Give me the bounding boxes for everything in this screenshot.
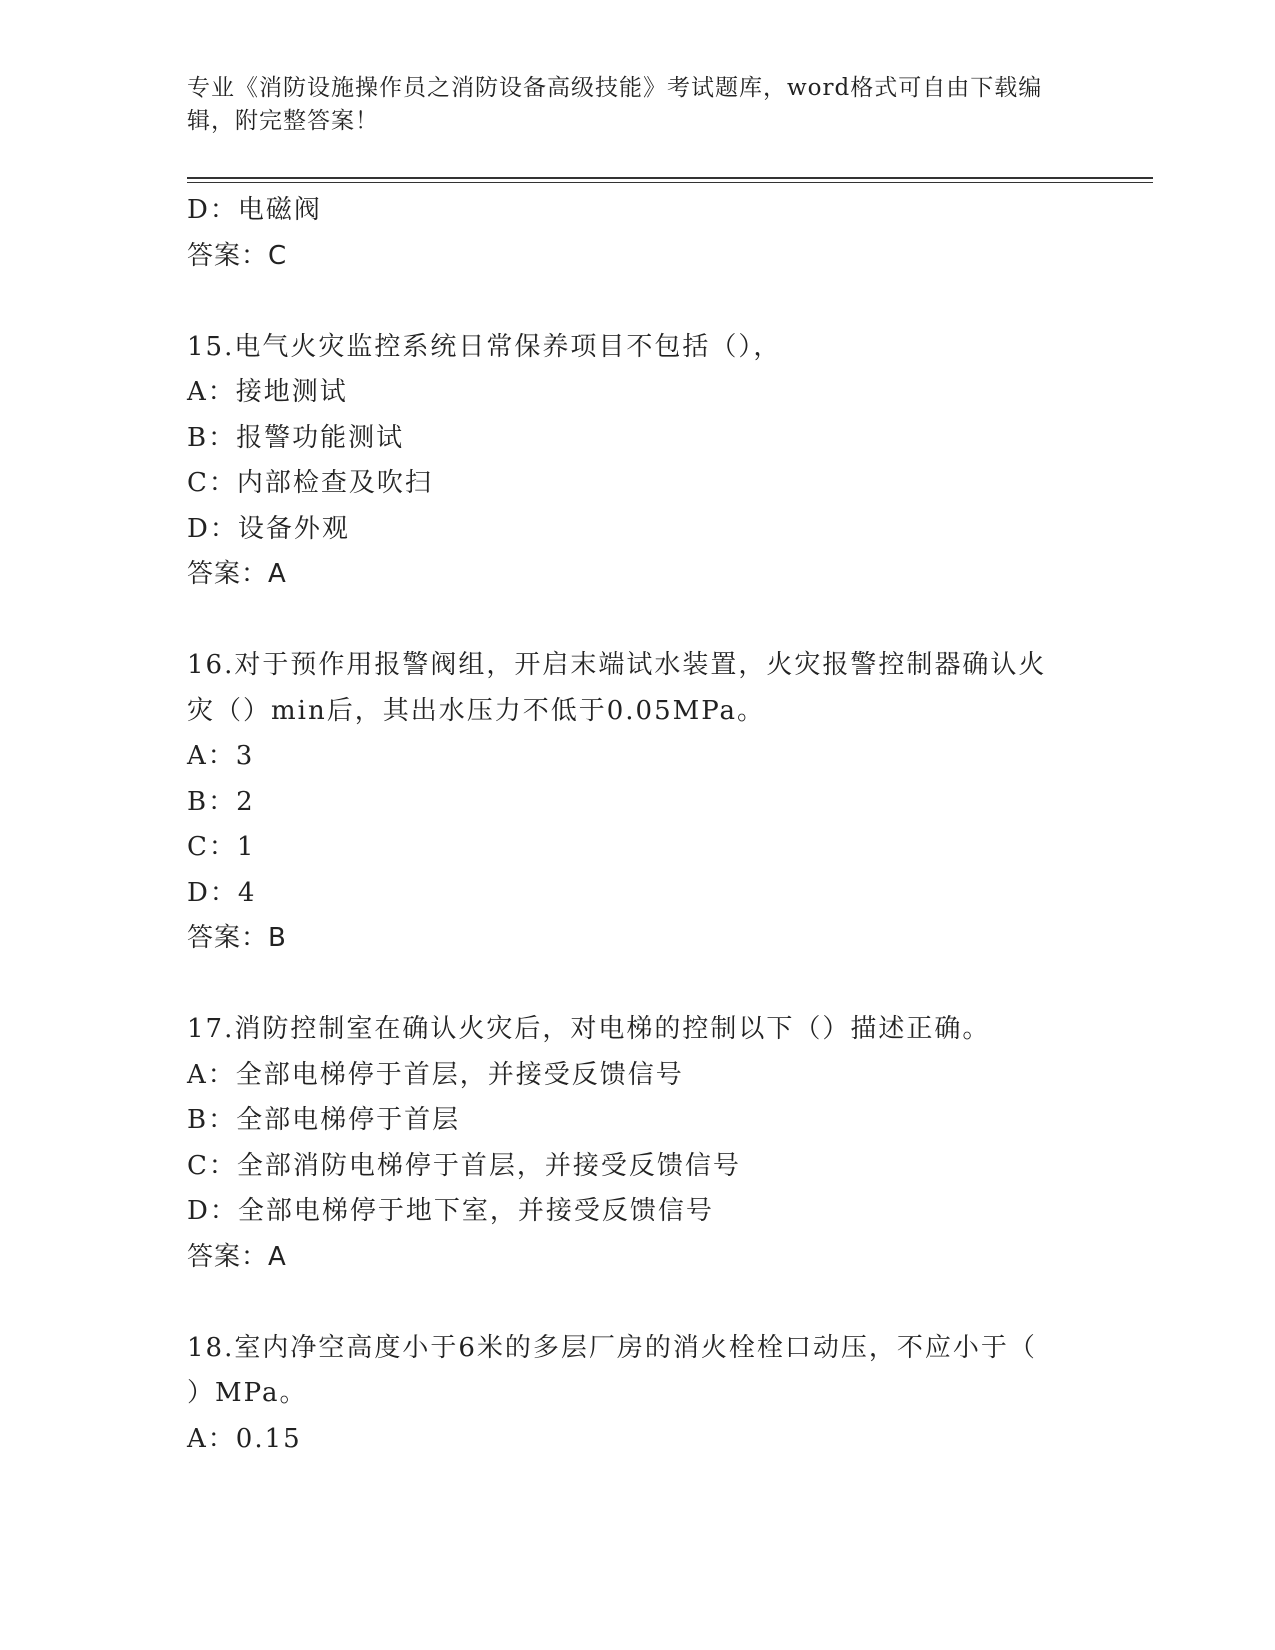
spacer [187, 962, 1087, 1008]
option-b: B：2 [187, 786, 255, 817]
answer-line: 答案：A [187, 1241, 287, 1272]
option-d: D：设备外观 [187, 513, 350, 544]
option-a: A：3 [187, 741, 255, 771]
question-stem: 17.消防控制室在确认火灾后，对电梯的控制以下（）描述正确。 [187, 1014, 991, 1044]
question-16 [187, 643, 1087, 962]
question-stem-continued: ）MPa。 [187, 1378, 308, 1408]
question-18 [187, 1326, 1087, 1463]
option-c: C：1 [187, 832, 256, 862]
question-stem: 15.电气火灾监控系统日常保养项目不包括（）， [187, 331, 782, 362]
option-c: C：内部检查及吹扫 [187, 468, 433, 498]
spacer [187, 598, 1087, 644]
question-stem: 16.对于预作用报警阀组，开启末端试水装置，火灾报警控制器确认火 [187, 650, 1047, 680]
spacer [187, 279, 1087, 325]
option-a: A：0.15 [187, 1423, 302, 1454]
option-d: D：电磁阀 [187, 195, 322, 225]
option-c: C：全部消防电梯停于首层，并接受反馈信号 [187, 1150, 741, 1181]
header-divider-thin [187, 182, 1153, 183]
question-list [187, 188, 1087, 1462]
answer-line: 答案：B [187, 923, 287, 953]
option-d: D：4 [187, 877, 257, 908]
question-15 [187, 325, 1087, 598]
option-b: B：全部电梯停于首层 [187, 1105, 461, 1135]
option-a: A：全部电梯停于首层，并接受反馈信号 [187, 1059, 684, 1090]
page-header [187, 72, 1067, 138]
header-title-line-1: 专业《消防设施操作员之消防设备高级技能》考试题库，word格式可自由下载编 [187, 75, 1043, 101]
question-stem-continued: 灾（）min后，其出水压力不低于0.05MPa。 [187, 695, 766, 726]
header-divider-thick [187, 177, 1153, 179]
option-b: B：报警功能测试 [187, 422, 405, 453]
answer-line: 答案：A [187, 559, 287, 589]
spacer [187, 1280, 1087, 1326]
option-a: A：接地测试 [187, 377, 348, 407]
option-d: D：全部电梯停于地下室，并接受反馈信号 [187, 1196, 714, 1226]
question-stem: 18.室内净空高度小于6米的多层厂房的消火栓栓口动压，不应小于（ [187, 1332, 1037, 1363]
question-17 [187, 1007, 1087, 1280]
answer-line: 答案：C [187, 240, 288, 271]
header-title-line-2: 辑，附完整答案！ [187, 108, 379, 134]
